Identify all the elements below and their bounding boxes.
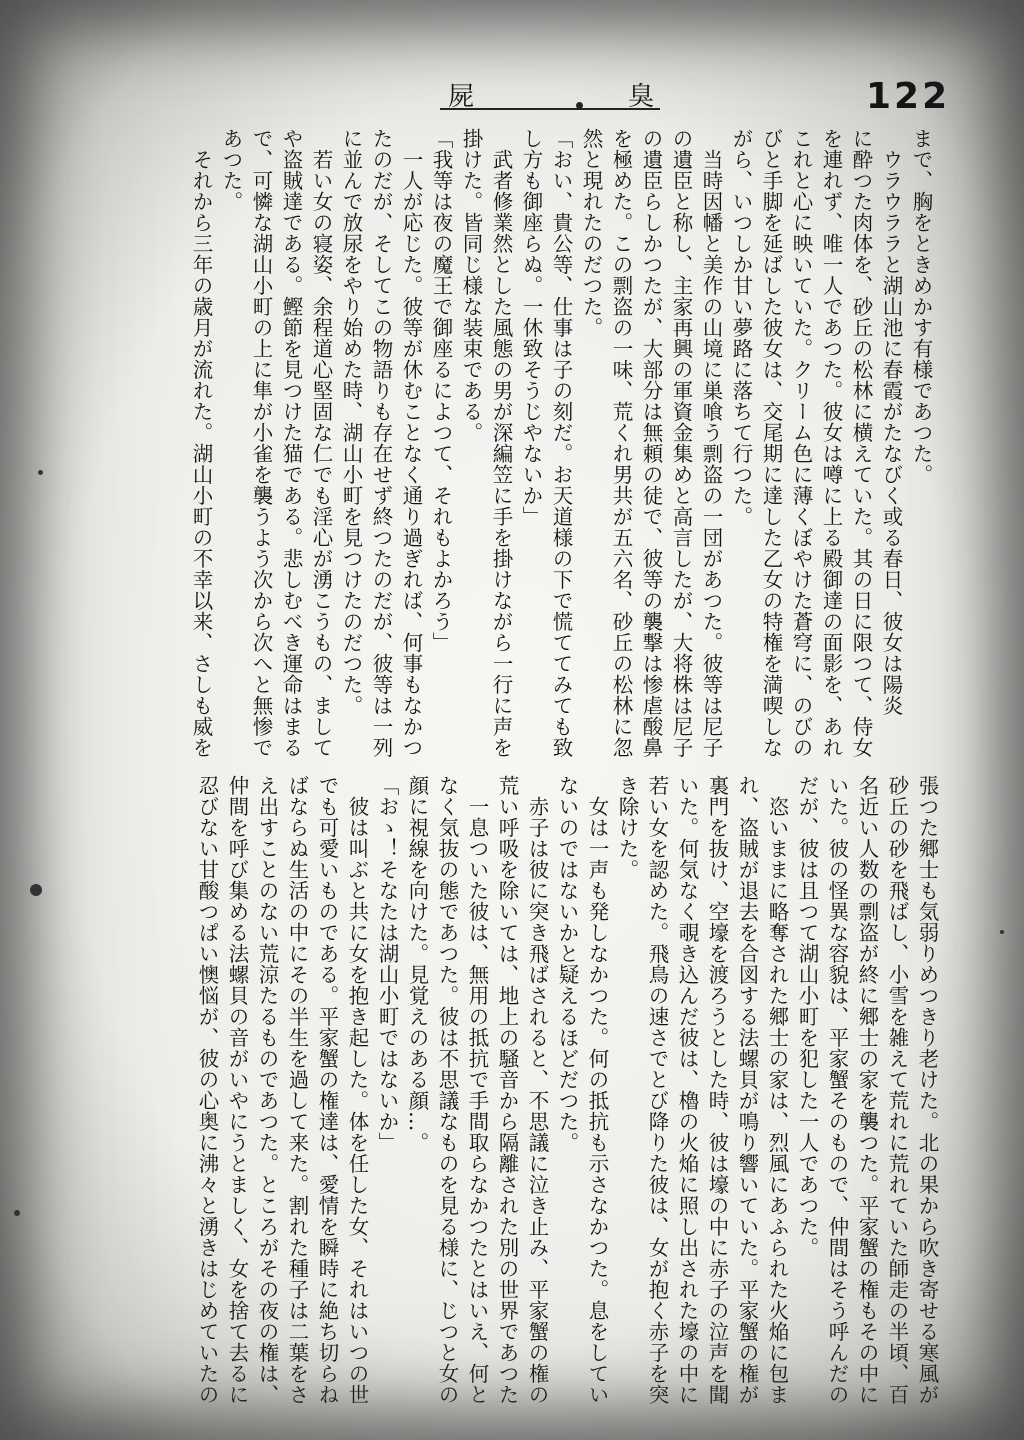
text-line: の遺臣らしかつたが、大部分は無頼の徒で、彼等の襲撃は惨虐酸鼻 (639, 128, 663, 758)
text-line: に酔つた肉体を、砂丘の松林に横えていた。其の日に限つて、侍女 (849, 128, 873, 758)
text-line: 当時因幡と美作の山境に巣喰う剽盗の一団があつた。彼等は尼子 (699, 128, 723, 758)
ink-speck (1000, 930, 1004, 934)
text-line: 彼は叫ぶと共に女を抱き起した。体を任した女、それはいつの世 (345, 775, 369, 1405)
text-line: 恣いままに略奪された郷士の家は、烈風にあふられた火焔に包ま (765, 775, 789, 1405)
text-line: 「我等は夜の魔王で御座るによつて、それもよかろう」 (429, 128, 453, 653)
ink-speck (38, 470, 43, 475)
text-line: 赤子は彼に突き飛ばされると、不思議に泣き止み、平家蟹の権の (525, 775, 549, 1405)
text-line: 「おい、貴公等、仕事は子の刻だ。お天道様の下で慌ててみても致 (549, 128, 573, 758)
text-line: き除けた。 (615, 775, 639, 880)
text-line: まで、胸をときめかす有様であつた。 (909, 128, 933, 485)
header-title-left: 屍 (448, 82, 475, 112)
text-line: 一人が応じた。彼等が休むことなく通り過ぎれば、何事もなかつ (399, 128, 423, 758)
text-line: の遺臣と称し、主家再興の軍資金集めと高言したが、大将株は尼子 (669, 128, 693, 758)
text-line: 掛けた。皆同じ様な装束である。 (459, 128, 483, 443)
text-line: 砂丘の砂を飛ばし、小雪を雑えて荒れに荒れていた師走の半頃、百 (885, 775, 909, 1405)
text-line: を極めた。この剽盗の一味、荒くれ男共が五六名、砂丘の松林に忽 (609, 128, 633, 758)
text-line: や盗賊達である。鰹節を見つけた猫である。悲しむべき運命はまる (279, 128, 303, 758)
text-line: 一息ついた彼は、無用の抵抗で手間取らなかつたとはいえ、何と (465, 775, 489, 1405)
text-line: で、可憐な湖山小町の上に隼が小雀を襲うよう次から次へと無惨で (249, 128, 273, 758)
text-line: だが、彼は且つて湖山小町を犯した一人であつた。 (795, 775, 819, 1258)
text-line: それから三年の歳月が流れた。湖山小町の不幸以来、さしも威を (189, 128, 213, 758)
top-text-block (189, 128, 936, 758)
text-line: これと心に映いていた。クリーム色に薄くぼやけた蒼穹に、のびの (789, 128, 813, 758)
running-header (440, 80, 660, 110)
text-line: いた。彼の怪異な容貌は、平家蟹そのもので、仲間はそう呼んだの (825, 775, 849, 1405)
text-line: 若い女を認めた。飛鳥の速さでとび降りた彼は、女が抱く赤子を突 (645, 775, 669, 1405)
text-line: 仲間を呼び集める法螺貝の音がいやにうとましく、女を捨て去るに (225, 775, 249, 1405)
text-line: びと手脚を延ばした彼女は、交尾期に達した乙女の特権を満喫しな (759, 128, 783, 758)
text-line: 武者修業然とした風態の男が深編笠に手を掛けながら一行に声を (489, 128, 513, 758)
text-line: を連れず、唯一人であつた。彼女は噂に上る殿御達の面影を、あれ (819, 128, 843, 758)
header-ornament-dot (576, 102, 583, 109)
header-title-right: 臭 (627, 82, 654, 112)
text-line: がら、いつしか甘い夢路に落ちて行つた。 (729, 128, 753, 527)
text-line: ばならぬ生活の中にその半生を過して来た。割れた種子は二葉をさ (285, 775, 309, 1405)
text-line: 顔に視線を向けた。見覚えのある顔…。 (405, 775, 429, 1153)
text-line: ないのではないかと疑えるほどだつた。 (555, 775, 579, 1153)
text-line: 「おゝ！そなたは湖山小町ではないか」 (375, 775, 399, 1153)
text-line: なく気抜の態であつた。彼は不思議なものを見る様に、じつと女の (435, 775, 459, 1405)
text-line: いた。何気なく覗き込んだ彼は、櫓の火焔に照し出された壕の中に (675, 775, 699, 1405)
text-line: 若い女の寝姿、余程道心堅固な仁でも淫心が湧こうもの、まして (309, 128, 333, 758)
text-line: 荒い呼吸を除いては、地上の騒音から隔離された別の世界であつた (495, 775, 519, 1405)
ink-speck (30, 884, 42, 896)
text-line: に並んで放尿をやり始めた時、湖山小町を見つけたのだつた。 (339, 128, 363, 716)
text-line: し方も御座らぬ。一休致そうじやないか」 (519, 128, 543, 527)
text-line: 裏門を抜け、空壕を渡ろうとした時、彼は壕の中に赤子の泣声を聞 (705, 775, 729, 1405)
text-line: え出すことのない荒涼たるものであつた。ところがその夜の権は、 (255, 775, 279, 1405)
text-line: でも可愛いものである。平家蟹の権達は、愛情を瞬時に絶ち切らね (315, 775, 339, 1405)
text-line: 女は一声も発しなかつた。何の抵抗も示さなかつた。息をしてい (585, 775, 609, 1405)
bottom-text-block (174, 775, 942, 1405)
text-line: 然と現れたのだつた。 (579, 128, 603, 338)
text-line: 張つた郷士も気弱りめつきり老けた。北の果から吹き寄せる寒風が (915, 775, 939, 1405)
text-line: たのだが、そしてこの物語りも存在せず終つたのだが、彼等は一列 (369, 128, 393, 758)
text-line: 忍びない甘酸つぱい懊悩が、彼の心奥に沸々と湧きはじめていたの (195, 775, 219, 1405)
ink-speck (14, 1210, 20, 1216)
text-line: ウラウララと湖山池に春霞がたなびく或る春日、彼女は陽炎 (879, 128, 903, 716)
text-line: あつた。 (219, 128, 243, 212)
text-line: 名近い人数の剽盗が終に郷士の家を襲つた。平家蟹の権もその中に (855, 775, 879, 1405)
page-number: 122 (866, 76, 951, 117)
text-line: れ、盗賊が退去を合図する法螺貝が鳴り響いていた。平家蟹の権が (735, 775, 759, 1405)
